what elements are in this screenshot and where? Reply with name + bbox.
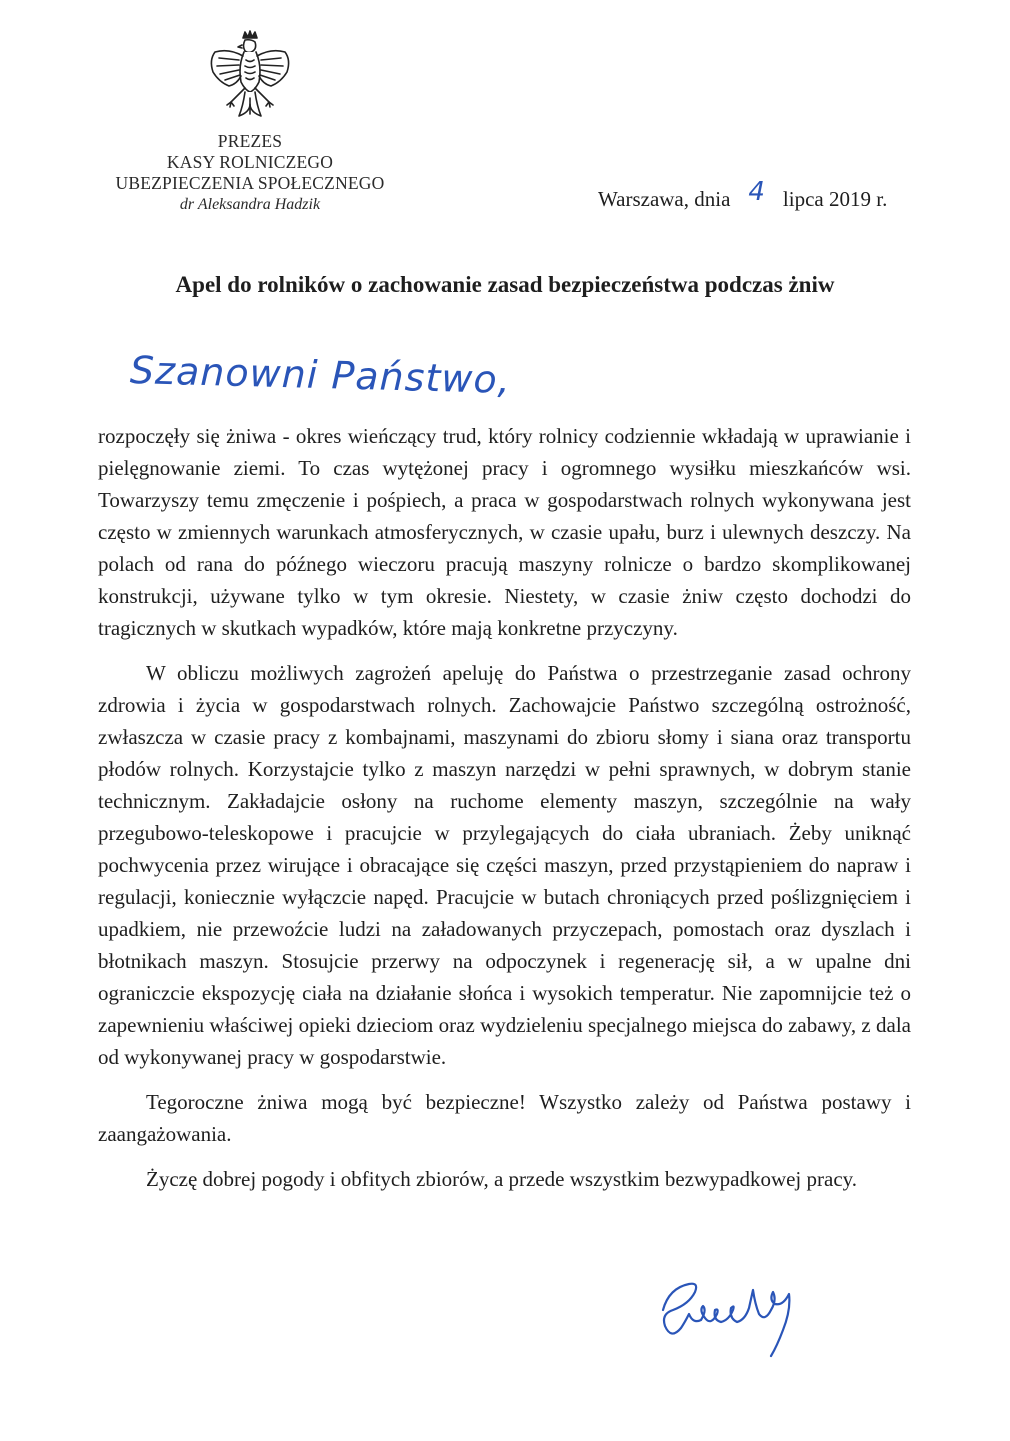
paragraph-1: rozpoczęły się żniwa - okres wieńczący trud, który rolnicy codziennie wkładają w uprawianie i pielęgnowanie ziemi. To czas wytężonej pracy i ogromnego wysiłku mieszkańców wsi. Towarzyszy temu zmęczenie i pośpiech, a praca w gospodarstwach rolnych wykonywana jest często w zmiennych warunkach atmosferycznych, w czasie upału, burz i ulewnych deszczy. Na polach od rana do późnego wieczoru pracują maszyny rolnicze o bardzo skomplikowanej konstrukcji, używane tylko w tym okresie. Niestety, w czasie żniw często dochodzi do tragicznych w skutkach wypadków, które mają konkretne przyczyny. <box>98 424 911 640</box>
place-label: Warszawa, dnia <box>598 187 731 211</box>
document-title: Apel do rolników o zachowanie zasad bezpieczeństwa podczas żniw <box>175 272 835 297</box>
handwritten-signature <box>655 1270 805 1360</box>
letterhead-text <box>110 131 390 215</box>
letter-body <box>98 420 911 1208</box>
eagle-emblem-icon <box>205 30 295 130</box>
letterhead <box>110 30 390 215</box>
month-year: lipca 2019 r. <box>782 187 888 211</box>
paragraph-4: Życzę dobrej pogody i obfitych zbiorów, a przede wszystkim bezwypadkowej pracy. <box>146 1167 858 1191</box>
place-and-date <box>598 177 888 213</box>
paragraph-2: W obliczu możliwych zagrożeń apeluję do Państwa o przestrzeganie zasad ochrony zdrowia i życia w gospodarstwach rolnych. Zachowajcie Państwo szczególną ostrożność, zwłaszcza w czasie pracy z kombajnami, maszynami do zbioru słomy i siana oraz transportu płodów rolnych. Korzystajcie tylko z maszyn narzędzi w pełni sprawnych, w dobrym stanie technicznym. Zakładajcie osłony na ruchome elementy maszyn, szczególnie na wały przegubowo-teleskopowe i pracujcie w przylegających do ciała ubraniach. Żeby uniknąć pochwycenia przez wirujące i obracające się części maszyn, przed przystąpieniem do napraw i regulacji, koniecznie wyłączcie napęd. Pracujcie w butach chroniących przed poślizgnięciem i upadkiem, nie przewoźcie ludzi na załadowanych przyczepach, pomostach oraz dyszlach i błotnikach maszyn. Stosujcie przerwy na odpoczynek i regenerację sił, a w upalne dni ograniczcie ekspozycję ciała na działanie słońca i wysokich temperatur. Nie zapomnijcie też o zapewnieniu właściwej opieki dzieciom oraz wydzieleniu specjalnego miejsca do zabawy, z dala od wykonywanej pracy w gospodarstwie. <box>98 661 911 1069</box>
office-institution-line-2: UBEZPIECZENIA SPOŁECZNEGO <box>115 173 385 193</box>
handwritten-day: 4 <box>748 177 765 207</box>
paragraph-3: Tegoroczne żniwa mogą być bezpieczne! Wszystko zależy od Państwa postawy i zaangażowania. <box>98 1090 911 1146</box>
office-institution-line-1: KASY ROLNICZEGO <box>166 152 334 172</box>
office-title: PREZES <box>217 131 283 151</box>
office-holder-name: dr Aleksandra Hadzik <box>179 196 321 213</box>
handwritten-salutation: Szanowni Państwo, <box>129 348 512 402</box>
